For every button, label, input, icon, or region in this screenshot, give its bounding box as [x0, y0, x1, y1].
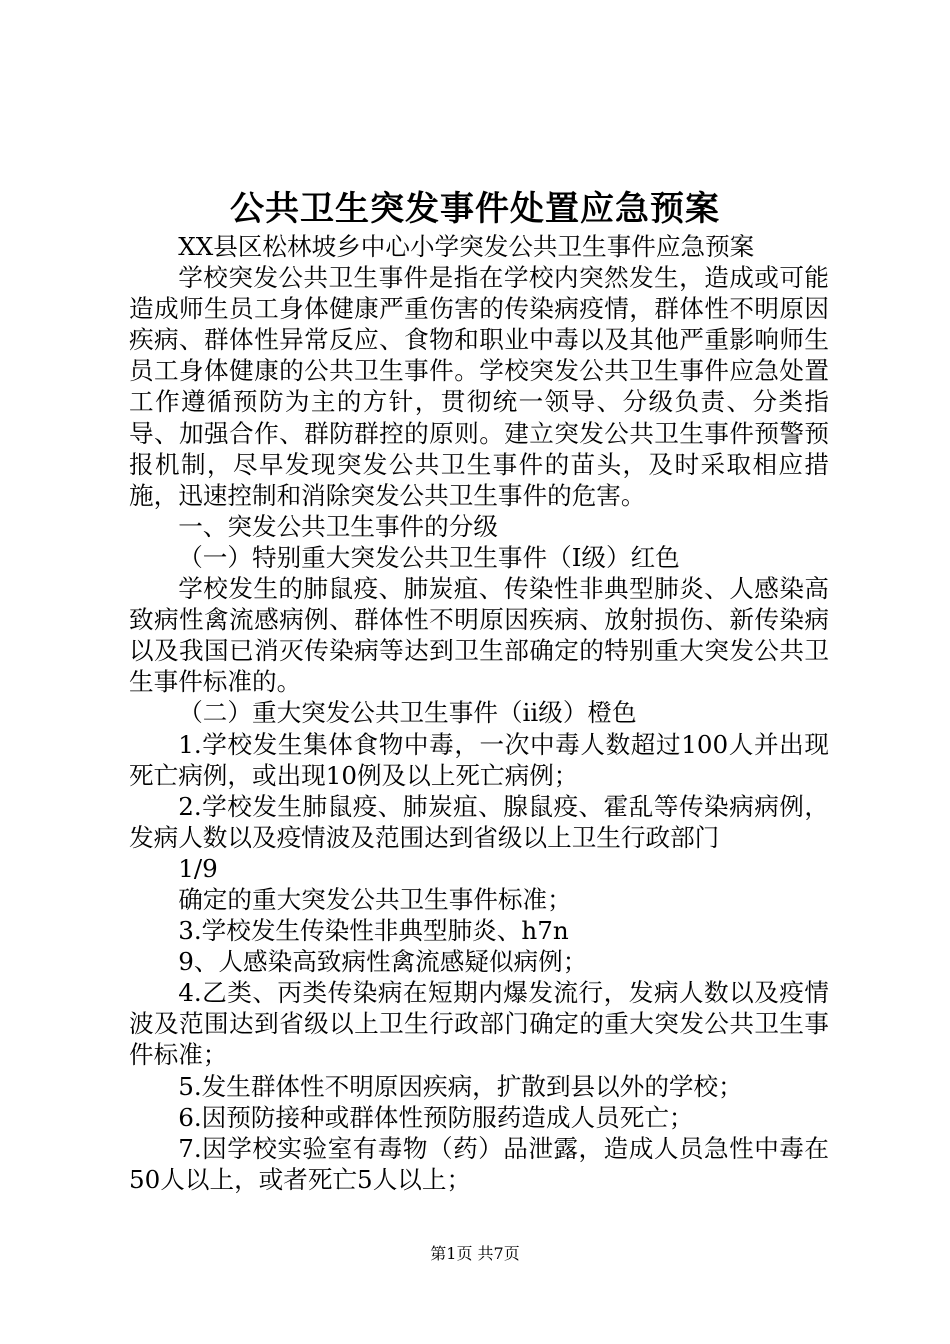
subsection-heading: （二）重大突发公共卫生事件（ii级）橙色: [178, 698, 637, 728]
page-footer: 第1页 共7页: [430, 1244, 520, 1263]
list-item: 9、人感染高致病性禽流感疑似病例；: [178, 947, 588, 977]
document-body: [129, 231, 829, 1195]
section-heading: 一、突发公共卫生事件的分级: [178, 511, 498, 541]
list-item: 4.乙类、丙类传染病在短期内爆发流行，发病人数以及疫情波及范围达到省级以上卫生行政部门确定的重大突发公共卫生事件标准；: [129, 978, 829, 1070]
paragraph: 学校发生的肺鼠疫、肺炭疽、传染性非典型肺炎、人感染高致病性禽流感病例、群体性不明原因疾病、放射损伤、新传染病以及我国已消灭传染病等达到卫生部确定的特别重大突发公共卫生事件标准的。: [129, 574, 829, 697]
list-item: 5.发生群体性不明原因疾病，扩散到县以外的学校；: [178, 1071, 743, 1101]
subsection-heading: （一）特别重大突发公共卫生事件（Ⅰ级）红色: [178, 542, 680, 572]
list-item: 6.因预防接种或群体性预防服药造成人员死亡；: [178, 1102, 694, 1132]
page-marker: 1/9: [178, 853, 218, 883]
paragraph: XX县区松林坡乡中心小学突发公共卫生事件应急预案: [178, 232, 755, 261]
document-title: 公共卫生突发事件处置应急预案: [230, 189, 720, 229]
list-item: 2.学校发生肺鼠疫、肺炭疽、腺鼠疫、霍乱等传染病病例，发病人数以及疫情波及范围达到省级以上卫生行政部门: [129, 791, 829, 852]
paragraph: 确定的重大突发公共卫生事件标准；: [178, 884, 572, 914]
list-item: 1.学校发生集体食物中毒，一次中毒人数超过100人并出现死亡病例，或出现10例及以上死亡病例；: [129, 729, 829, 790]
paragraph: 学校突发公共卫生事件是指在学校内突然发生，造成或可能造成师生员工身体健康严重伤害的传染病疫情，群体性不明原因疾病、群体性异常反应、食物和职业中毒以及其他严重影响师生员工身体健康的公共卫生事件。学校突发公共卫生事件应急处置工作遵循预防为主的方针，贯彻统一领导、分级负责、分类指导、加强合作、群防群控的原则。建立突发公共卫生事件预警预报机制，尽早发现突发公共卫生事件的苗头，及时采取相应措施，迅速控制和消除突发公共卫生事件的危害。: [129, 263, 829, 510]
list-item: 3.学校发生传染性非典型肺炎、h7n: [178, 916, 569, 946]
list-item: 7.因学校实验室有毒物（药）品泄露，造成人员急性中毒在50人以上，或者死亡5人以上；: [129, 1133, 829, 1194]
